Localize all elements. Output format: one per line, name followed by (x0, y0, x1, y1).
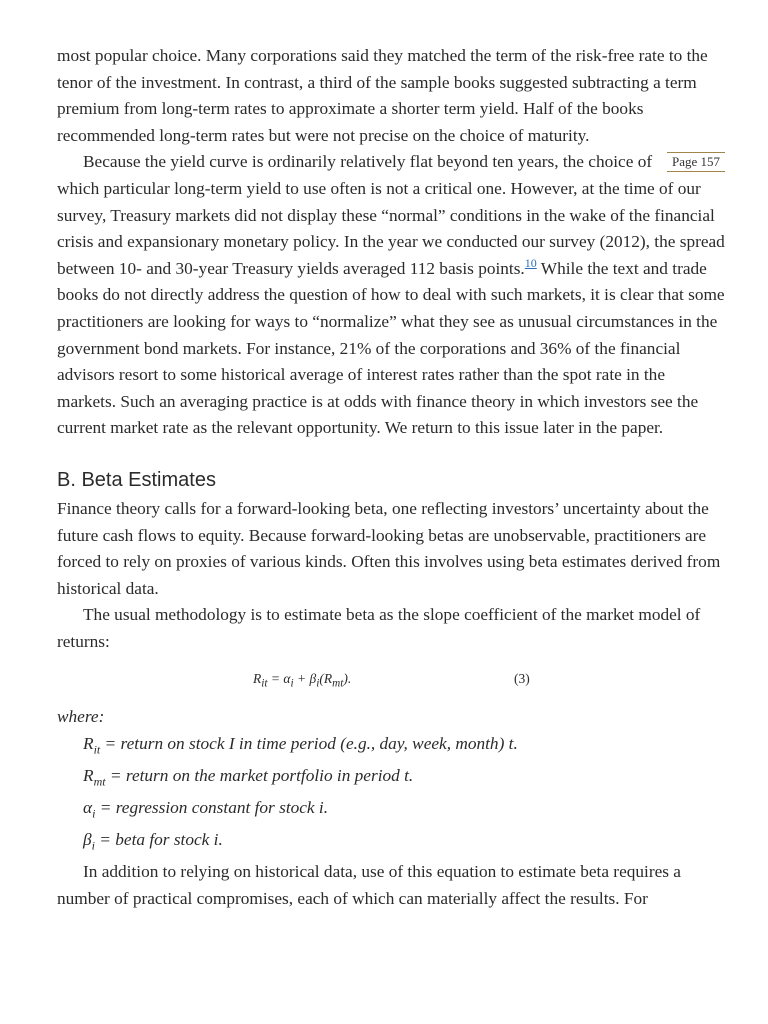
paragraph-practical-compromises: In addition to relying on historical data, use of this equation to estimate beta requires a number of practical compromises, each of which can materially affect the results. For (57, 862, 681, 908)
page-marker: Page 157 (667, 152, 725, 172)
where-label: where: (57, 707, 105, 727)
paragraph-risk-free-term: most popular choice. Many corporations said they matched the term of the risk-free rate to the tenor of the investment. In contrast, a third of the sample books suggested subtracting a term premium from long-term rates to approximate a shorter term yield. Half of the books recommended long-term rates but were not precise on the choice of maturity. (57, 46, 708, 145)
paragraph-yield-curve (57, 149, 725, 442)
equation-body: $R_{it} = \alpha_i + \beta_i(R_{mt})$. (253, 671, 352, 691)
paragraph-yield-curve-text: Because the yield curve is ordinarily relatively flat beyond ten years, the choice of which particular long-term yield to use often is not a critical one. However, at the time of our survey, Treasury markets did not display these “normal” conditions in the wake of the financial crisis and expansionary monetary policy. In the year we conducted our survey (2012), the spread between 10- and 30-year Treasury yields averaged 112 basis points. (57, 152, 725, 278)
definition-alpha: $\alpha_i$ = regression constant for stock i. (83, 798, 329, 821)
footnote-link[interactable]: 10 (524, 255, 537, 270)
paragraph-methodology: The usual methodology is to estimate beta as the slope coefficient of the market model of returns: (57, 605, 701, 651)
section-heading: B. Beta Estimates (57, 468, 216, 491)
definitions-list (57, 731, 725, 859)
equation-market-model (57, 669, 725, 702)
definition-rmt: $R_{mt}$ = return on the market portfolio in period t. (83, 766, 414, 789)
equation-number: (3) (514, 671, 530, 687)
paragraph-forward-beta: Finance theory calls for a forward-looking beta, one reflecting investors’ uncertainty about the future cash flows to equity. Because forward-looking betas are unobservable, practitioners are forced to rely on proxies of various kinds. Often this involves using beta estimates derived from historical data. (57, 498, 721, 598)
document-page (57, 43, 725, 912)
definition-rit: $R_{it}$ = return on stock I in time period (e.g., day, week, month) t. (83, 734, 518, 757)
definition-beta: $\beta_i$ = beta for stock i. (83, 830, 223, 853)
paragraph-yield-curve-text-cont: While the text and trade books do not directly address the question of how to deal with such markets, it is clear that some practitioners are looking for ways to “normalize” what they see as unusual circumstances in the government bond markets. For instance, 21% of the corporations and 36% of the financial advisors resort to some historical average of interest rates rather than the spot rate in the markets. Such an averaging practice is at odds with finance theory in which investors see the current market rate as the relevant opportunity. We return to this issue later in the paper. (57, 258, 725, 438)
